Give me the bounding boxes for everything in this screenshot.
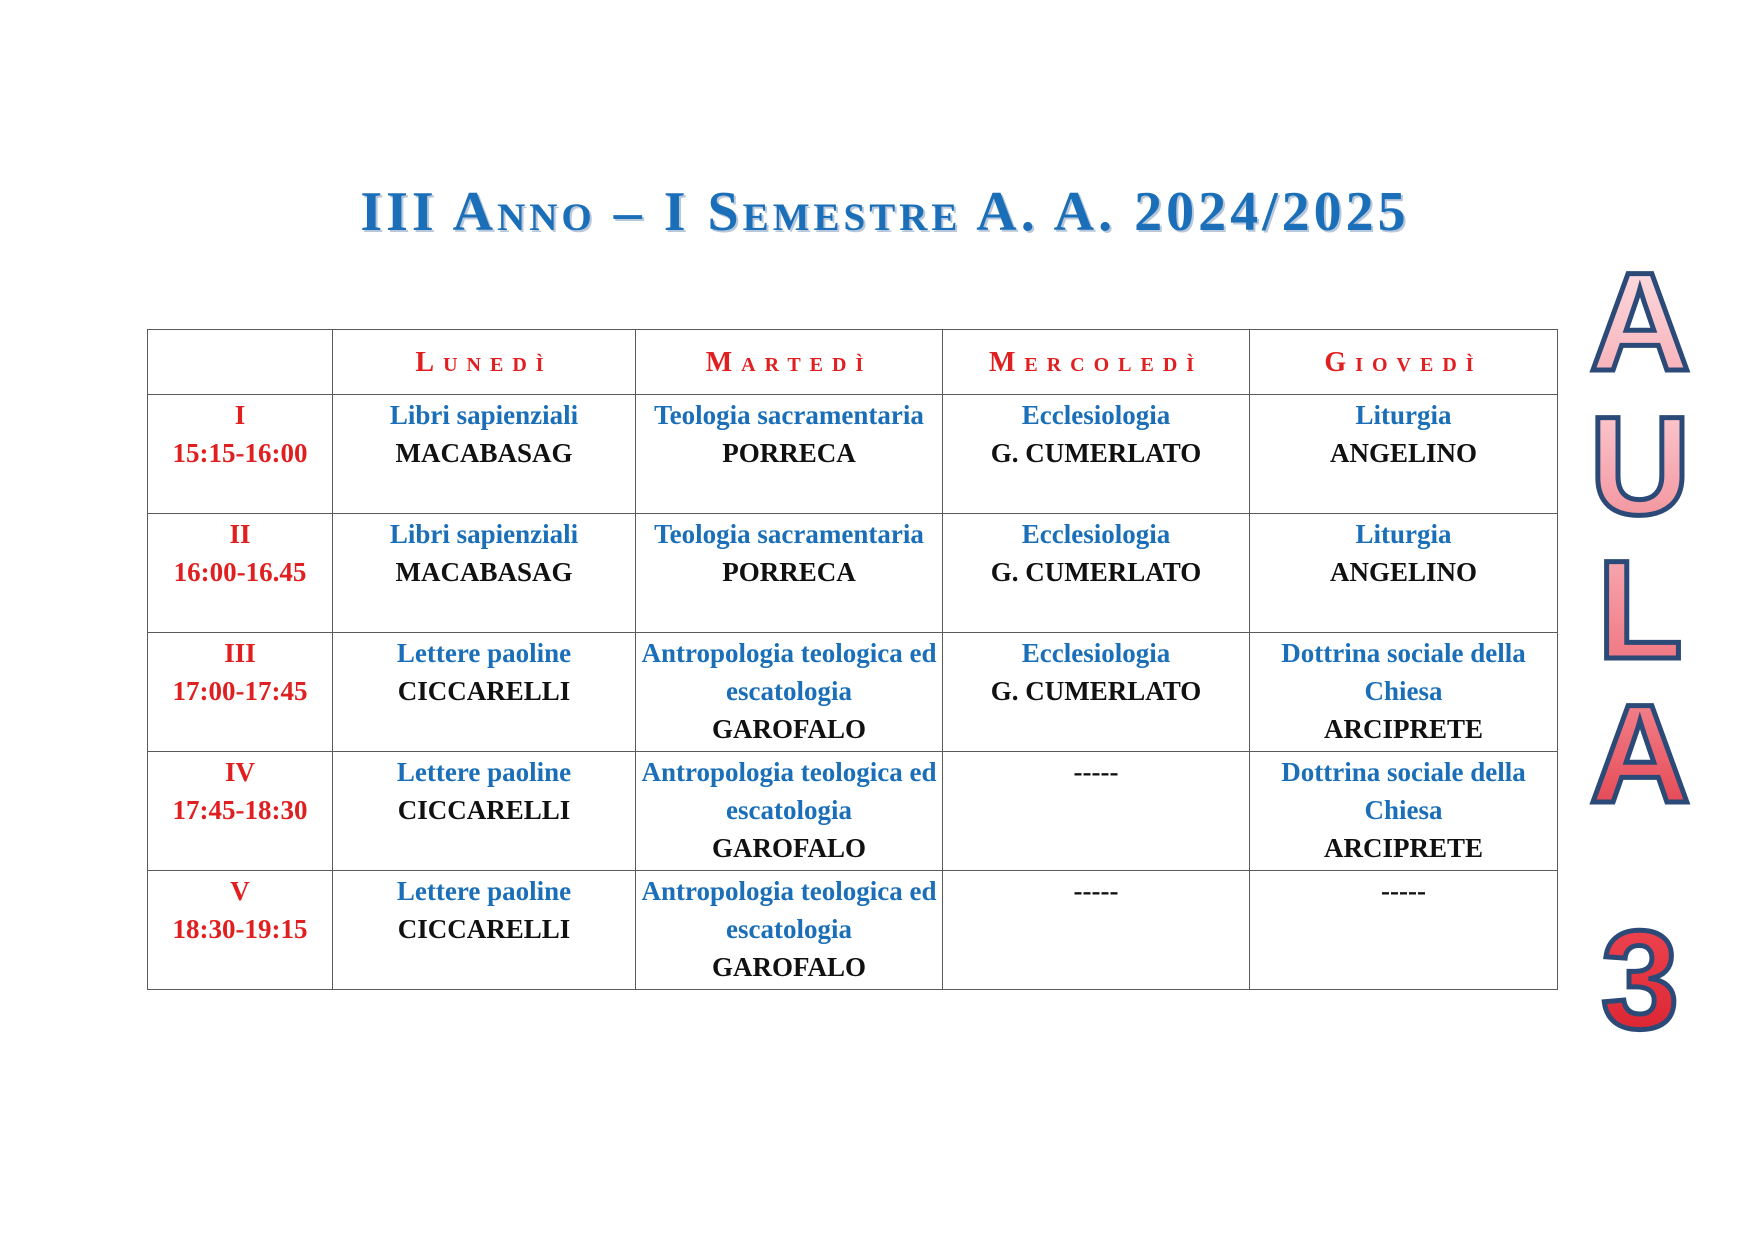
empty-slot: ----- xyxy=(1073,876,1119,906)
subject-name: Dottrina sociale della Chiesa xyxy=(1281,757,1526,825)
lesson-cell-monday xyxy=(333,871,636,990)
lesson-cell-tuesday xyxy=(636,633,943,752)
lesson-cell-wednesday xyxy=(943,871,1250,990)
table-row xyxy=(148,514,1558,633)
period-cell xyxy=(148,871,333,990)
period-time: 17:00-17:45 xyxy=(172,676,308,706)
subject-name: Lettere paoline xyxy=(396,638,572,668)
subject-name: Ecclesiologia xyxy=(1021,400,1171,430)
teacher-name: MACABASAG xyxy=(395,557,573,587)
subject-name: Antropologia teologica ed escatologia xyxy=(641,876,937,944)
subject-name: Teologia sacramentaria xyxy=(654,400,924,430)
period-label: I xyxy=(234,400,246,430)
page-title: III Anno – I Semestre A. A. 2024/2025 xyxy=(360,181,1410,243)
subject-name: Ecclesiologia xyxy=(1021,638,1171,668)
subject-name: Lettere paoline xyxy=(396,876,572,906)
aula-label xyxy=(1575,270,1705,1050)
day-header-monday: Lunedì xyxy=(333,330,636,395)
period-time: 16:00-16.45 xyxy=(173,557,307,587)
lesson-cell-monday xyxy=(333,395,636,514)
lesson-cell-tuesday xyxy=(636,871,943,990)
day-header-thursday: Giovedì xyxy=(1250,330,1558,395)
table-row xyxy=(148,871,1558,990)
teacher-name: CICCARELLI xyxy=(397,795,571,825)
period-cell xyxy=(148,395,333,514)
aula-number: 3 xyxy=(1601,901,1679,1050)
teacher-name: PORRECA xyxy=(722,438,856,468)
subject-name: Antropologia teologica ed escatologia xyxy=(641,638,937,706)
teacher-name: ARCIPRETE xyxy=(1323,714,1484,744)
teacher-name: GAROFALO xyxy=(712,952,866,982)
teacher-name: GAROFALO xyxy=(712,714,866,744)
lesson-cell-thursday xyxy=(1250,395,1558,514)
lesson-cell-thursday xyxy=(1250,514,1558,633)
teacher-name: MACABASAG xyxy=(395,438,573,468)
lesson-cell-monday xyxy=(333,752,636,871)
lesson-cell-tuesday xyxy=(636,395,943,514)
day-header-wednesday: Mercoledì xyxy=(943,330,1250,395)
lesson-cell-monday xyxy=(333,633,636,752)
teacher-name: PORRECA xyxy=(722,557,856,587)
lesson-cell-thursday xyxy=(1250,871,1558,990)
teacher-name: G. CUMERLATO xyxy=(990,676,1202,706)
aula-letter-a1: A xyxy=(1589,270,1691,400)
table-row xyxy=(148,752,1558,871)
lesson-cell-wednesday xyxy=(943,752,1250,871)
teacher-name: CICCARELLI xyxy=(397,914,571,944)
period-cell xyxy=(148,633,333,752)
lesson-cell-tuesday xyxy=(636,514,943,633)
aula-letter-u: U xyxy=(1589,387,1691,544)
teacher-name: GAROFALO xyxy=(712,833,866,863)
lesson-cell-tuesday xyxy=(636,752,943,871)
subject-name: Ecclesiologia xyxy=(1021,519,1171,549)
subject-name: Libri sapienziali xyxy=(389,400,579,430)
lesson-cell-wednesday xyxy=(943,395,1250,514)
period-label: IV xyxy=(224,757,255,787)
lesson-cell-wednesday xyxy=(943,514,1250,633)
period-time: 18:30-19:15 xyxy=(172,914,308,944)
subject-name: Teologia sacramentaria xyxy=(654,519,924,549)
table-row xyxy=(148,395,1558,514)
teacher-name: G. CUMERLATO xyxy=(990,438,1202,468)
period-cell xyxy=(148,752,333,871)
period-label: II xyxy=(229,519,251,549)
schedule-table xyxy=(147,329,1558,990)
teacher-name: CICCARELLI xyxy=(397,676,571,706)
table-header-row xyxy=(148,330,1558,395)
lesson-cell-wednesday xyxy=(943,633,1250,752)
teacher-name: ANGELINO xyxy=(1329,438,1478,468)
day-header-tuesday: Martedì xyxy=(636,330,943,395)
period-label: III xyxy=(224,638,256,668)
empty-slot: ----- xyxy=(1381,876,1426,906)
teacher-name: ARCIPRETE xyxy=(1323,833,1484,863)
lesson-cell-thursday xyxy=(1250,752,1558,871)
period-cell xyxy=(148,514,333,633)
subject-name: Antropologia teologica ed escatologia xyxy=(641,757,937,825)
lesson-cell-thursday xyxy=(1250,633,1558,752)
corner-cell xyxy=(148,330,333,395)
aula-graphic xyxy=(1575,270,1705,1050)
subject-name: Liturgia xyxy=(1355,400,1452,430)
subject-name: Liturgia xyxy=(1355,519,1452,549)
table-row xyxy=(148,633,1558,752)
period-time: 17:45-18:30 xyxy=(172,795,308,825)
teacher-name: ANGELINO xyxy=(1329,557,1478,587)
period-label: V xyxy=(230,876,250,906)
subject-name: Libri sapienziali xyxy=(389,519,579,549)
subject-name: Dottrina sociale della Chiesa xyxy=(1281,638,1526,706)
subject-name: Lettere paoline xyxy=(396,757,572,787)
period-time: 15:15-16:00 xyxy=(172,438,308,468)
aula-letter-a2: A xyxy=(1589,675,1691,832)
aula-letter-l: L xyxy=(1597,531,1683,688)
lesson-cell-monday xyxy=(333,514,636,633)
teacher-name: G. CUMERLATO xyxy=(990,557,1202,587)
empty-slot: ----- xyxy=(1073,757,1119,787)
